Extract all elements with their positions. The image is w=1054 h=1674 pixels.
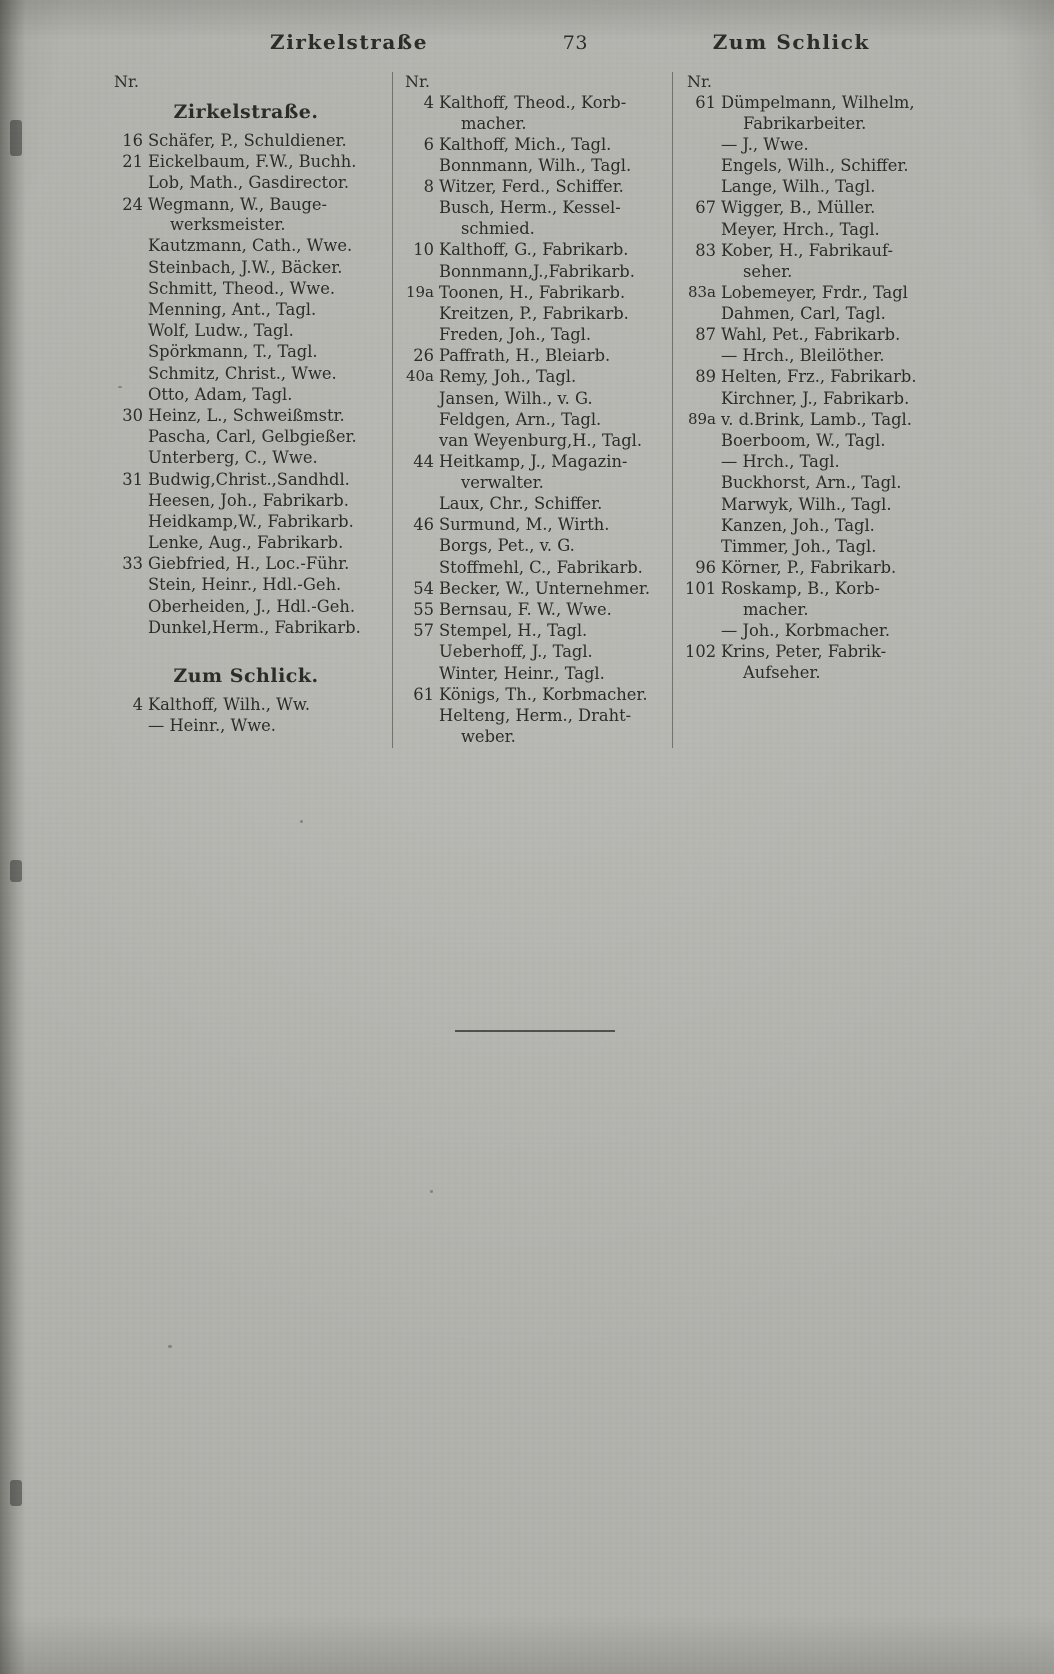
list-item bbox=[685, 135, 950, 156]
list-item bbox=[403, 304, 660, 325]
house-number: 19a bbox=[405, 282, 434, 301]
house-number bbox=[112, 364, 148, 385]
list-item bbox=[685, 367, 950, 388]
list-item bbox=[403, 558, 660, 579]
entry-text: Toonen, H., Fabrikarb. bbox=[439, 282, 626, 302]
entry-text: Wigger, B., Müller. bbox=[721, 198, 876, 218]
entry-text: Stempel, H., Tagl. bbox=[439, 621, 588, 641]
house-number: 4 bbox=[423, 93, 434, 112]
list-item bbox=[403, 706, 660, 747]
list-item bbox=[685, 516, 950, 537]
list-item bbox=[403, 325, 660, 346]
running-head-left: Zirkelstraße bbox=[270, 30, 429, 54]
running-head bbox=[110, 30, 950, 54]
list-item bbox=[685, 93, 950, 134]
nr-label-col1: Nr. bbox=[114, 72, 139, 91]
list-item bbox=[112, 597, 380, 618]
paper-speck bbox=[430, 1190, 433, 1193]
entry-text: Kautzmann, Cath., Wwe. bbox=[148, 236, 353, 256]
list-item bbox=[685, 177, 950, 198]
list-item bbox=[112, 279, 380, 300]
entry-text-continuation: macher. bbox=[461, 113, 527, 133]
list-item bbox=[112, 448, 380, 469]
list-item bbox=[685, 621, 950, 642]
entry-text: Laux, Chr., Schiffer. bbox=[439, 494, 603, 514]
list-item bbox=[403, 367, 660, 388]
entry-text: Menning, Ant., Tagl. bbox=[148, 300, 317, 319]
entry-text: Kreitzen, P., Fabrikarb. bbox=[439, 303, 629, 323]
list-item bbox=[112, 300, 380, 321]
section-title-zirkelstrasse: Zirkelstraße. bbox=[173, 101, 319, 123]
entry-text: Unterberg, C., Wwe. bbox=[148, 448, 318, 468]
entry-text: Pascha, Carl, Gelbgießer. bbox=[148, 427, 357, 447]
list-item bbox=[403, 494, 660, 515]
list-item bbox=[685, 579, 950, 620]
list-item bbox=[403, 642, 660, 663]
house-number: 102 bbox=[685, 642, 717, 662]
entry-text: Helten, Frz., Fabrikarb. bbox=[721, 367, 917, 387]
list-item bbox=[685, 220, 950, 241]
house-number: 33 bbox=[122, 554, 143, 574]
entry-text: Feldgen, Arn., Tagl. bbox=[439, 409, 602, 429]
entry-text bbox=[439, 198, 660, 239]
entry-text: Becker, W., Unternehmer. bbox=[439, 578, 650, 598]
list-item bbox=[685, 642, 950, 683]
list-item bbox=[112, 364, 380, 385]
entry-text: Wahl, Pet., Fabrikarb. bbox=[721, 325, 901, 345]
entry-text: Ueberhoff, J., Tagl. bbox=[439, 642, 593, 662]
entry-text: Schäfer, P., Schuldiener. bbox=[148, 131, 347, 150]
running-head-right: Zum Schlick bbox=[712, 30, 870, 54]
list-item bbox=[112, 470, 380, 491]
house-number bbox=[112, 342, 148, 363]
entry-text bbox=[439, 93, 660, 134]
house-number bbox=[403, 389, 439, 410]
house-number bbox=[403, 156, 439, 177]
list-item bbox=[685, 156, 950, 177]
paper-speck bbox=[168, 1345, 172, 1348]
house-number bbox=[685, 156, 721, 177]
page-number: 73 bbox=[562, 32, 588, 54]
entry-text: Witzer, Ferd., Schiffer. bbox=[439, 177, 624, 197]
list-item bbox=[403, 515, 660, 536]
house-number: 44 bbox=[413, 452, 434, 472]
house-number: 40a bbox=[405, 367, 434, 386]
nr-label-col2: Nr. bbox=[405, 72, 430, 91]
nr-label-col3: Nr. bbox=[687, 72, 712, 91]
section-title-zum-schlick: Zum Schlick. bbox=[173, 664, 319, 687]
list-item bbox=[112, 258, 380, 279]
house-number: 61 bbox=[695, 93, 716, 112]
house-number bbox=[685, 389, 721, 410]
list-item bbox=[403, 685, 660, 706]
list-item bbox=[112, 321, 380, 342]
entry-text bbox=[721, 642, 950, 683]
list-item bbox=[403, 240, 660, 261]
list-item bbox=[112, 491, 380, 512]
list-item bbox=[112, 427, 380, 448]
list-item bbox=[112, 533, 380, 554]
house-number: 96 bbox=[695, 558, 716, 578]
house-number bbox=[403, 304, 439, 325]
list-item bbox=[403, 621, 660, 642]
house-number bbox=[112, 385, 148, 406]
house-number bbox=[403, 494, 439, 515]
house-number bbox=[685, 452, 721, 473]
entry-text-continuation: Aufseher. bbox=[743, 663, 821, 683]
entry-text: Paffrath, H., Bleiarb. bbox=[439, 346, 611, 366]
entry-text: Marwyk, Wilh., Tagl. bbox=[721, 494, 892, 514]
entry-text-line: Roskamp, B., Korb- bbox=[721, 579, 880, 599]
entry-text: Surmund, M., Wirth. bbox=[439, 515, 610, 535]
entry-text: Kanzen, Joh., Tagl. bbox=[721, 515, 875, 535]
house-number bbox=[403, 410, 439, 431]
entry-text-continuation: verwalter. bbox=[461, 472, 544, 492]
list-item bbox=[112, 554, 380, 575]
entry-text: Stein, Heinr., Hdl.-Geh. bbox=[148, 575, 342, 595]
list-item bbox=[685, 325, 950, 346]
list-item bbox=[112, 195, 380, 236]
house-number: 6 bbox=[423, 134, 434, 154]
house-number bbox=[403, 664, 439, 685]
entry-text: — J., Wwe. bbox=[721, 134, 809, 154]
entry-text: Schmitt, Theod., Wwe. bbox=[148, 278, 336, 298]
entry-text bbox=[721, 241, 950, 282]
house-number bbox=[403, 642, 439, 663]
entry-text: Körner, P., Fabrikarb. bbox=[721, 558, 897, 578]
house-number bbox=[685, 346, 721, 367]
house-number bbox=[112, 533, 148, 554]
list-item bbox=[685, 558, 950, 579]
entry-text: Freden, Joh., Tagl. bbox=[439, 325, 592, 345]
list-item bbox=[112, 342, 380, 363]
list-item bbox=[112, 695, 380, 716]
house-number bbox=[112, 448, 148, 469]
list-item bbox=[112, 406, 380, 427]
list-item bbox=[403, 410, 660, 431]
house-number: 61 bbox=[413, 684, 434, 704]
house-number: 10 bbox=[413, 240, 434, 260]
house-number: 55 bbox=[413, 600, 434, 619]
list-item bbox=[685, 304, 950, 325]
entry-text-line: Dümpelmann, Wilhelm, bbox=[721, 93, 915, 112]
house-number bbox=[403, 198, 439, 239]
house-number: 67 bbox=[695, 198, 716, 218]
list-item bbox=[685, 431, 950, 452]
house-number: 30 bbox=[122, 405, 143, 425]
entry-text: Lenke, Aug., Fabrikarb. bbox=[148, 533, 344, 553]
entry-text: Remy, Joh., Tagl. bbox=[439, 367, 577, 387]
list-item bbox=[112, 575, 380, 596]
column-3 bbox=[672, 72, 950, 748]
house-number: 21 bbox=[122, 152, 143, 172]
paper-speck bbox=[118, 386, 122, 388]
entry-text: Boerboom, W., Tagl. bbox=[721, 431, 886, 450]
entry-text: Wolf, Ludw., Tagl. bbox=[148, 321, 294, 341]
house-number bbox=[685, 516, 721, 537]
entry-text: Lob, Math., Gasdirector. bbox=[148, 173, 350, 193]
house-number: 54 bbox=[413, 578, 434, 598]
list-item bbox=[403, 389, 660, 410]
house-number bbox=[685, 431, 721, 452]
house-number bbox=[403, 325, 439, 346]
house-number bbox=[403, 536, 439, 557]
horizontal-rule bbox=[455, 1030, 615, 1032]
entry-text: — Heinr., Wwe. bbox=[148, 715, 276, 735]
house-number bbox=[112, 716, 148, 737]
house-number bbox=[112, 618, 148, 639]
entry-text-continuation: werksmeister. bbox=[170, 215, 286, 235]
house-number: 24 bbox=[122, 194, 143, 214]
house-number bbox=[403, 706, 439, 747]
entry-text-line: Busch, Herm., Kessel- bbox=[439, 198, 621, 218]
list-item bbox=[112, 236, 380, 257]
house-number: 4 bbox=[132, 694, 143, 714]
entry-text: — Hrch., Bleilöther. bbox=[721, 346, 885, 366]
entry-text: Kirchner, J., Fabrikarb. bbox=[721, 388, 910, 408]
entry-text: Königs, Th., Korbmacher. bbox=[439, 684, 648, 704]
entry-text: Kalthoff, Mich., Tagl. bbox=[439, 134, 612, 154]
entry-text: Bonnmann, Wilh., Tagl. bbox=[439, 156, 632, 176]
list-item bbox=[112, 131, 380, 152]
house-number bbox=[112, 236, 148, 257]
entry-text-line: Helteng, Herm., Draht- bbox=[439, 705, 632, 725]
list-item bbox=[112, 618, 380, 639]
entry-text: Borgs, Pet., v. G. bbox=[439, 536, 575, 556]
entry-text-line: Kober, H., Fabrikauf- bbox=[721, 240, 893, 260]
house-number bbox=[112, 173, 148, 194]
entry-text: Buckhorst, Arn., Tagl. bbox=[721, 473, 902, 493]
house-number: 8 bbox=[423, 177, 434, 197]
house-number bbox=[112, 300, 148, 321]
house-number: 101 bbox=[685, 579, 717, 599]
list-item bbox=[403, 452, 660, 493]
entry-text: Oberheiden, J., Hdl.-Geh. bbox=[148, 596, 356, 616]
entry-text: Heesen, Joh., Fabrikarb. bbox=[148, 490, 349, 510]
list-item bbox=[403, 664, 660, 685]
entry-text bbox=[439, 452, 660, 493]
list-item bbox=[112, 152, 380, 173]
entry-text: Meyer, Hrch., Tagl. bbox=[721, 219, 880, 239]
list-item bbox=[112, 716, 380, 737]
entry-text: Steinbach, J.W., Bäcker. bbox=[148, 257, 343, 277]
entry-text bbox=[439, 706, 660, 747]
entry-text: Otto, Adam, Tagl. bbox=[148, 384, 293, 404]
list-item bbox=[685, 537, 950, 558]
house-number: 31 bbox=[122, 469, 143, 489]
house-number: 89 bbox=[695, 367, 716, 387]
paper-speck bbox=[300, 820, 303, 823]
house-number: 89a bbox=[687, 409, 716, 428]
house-number: 57 bbox=[413, 621, 434, 641]
entry-text-line: Heitkamp, J., Magazin- bbox=[439, 452, 628, 472]
entry-text: Lobemeyer, Frdr., Tagl bbox=[721, 282, 908, 302]
entry-text: Giebfried, H., Loc.-Führ. bbox=[148, 554, 350, 574]
house-number bbox=[403, 262, 439, 283]
house-number bbox=[112, 575, 148, 596]
entry-text: Spörkmann, T., Tagl. bbox=[148, 342, 318, 362]
entry-text: Kalthoff, Wilh., Ww. bbox=[148, 694, 311, 714]
entry-text: Bonnmann,J.,Fabrikarb. bbox=[439, 261, 635, 281]
list-item bbox=[403, 93, 660, 134]
house-number bbox=[112, 279, 148, 300]
entry-text: Schmitz, Christ., Wwe. bbox=[148, 363, 337, 383]
list-item bbox=[685, 283, 950, 304]
list-item bbox=[403, 431, 660, 452]
entry-text: Stoffmehl, C., Fabrikarb. bbox=[439, 557, 643, 577]
list-item bbox=[403, 156, 660, 177]
entry-text-line: Kalthoff, Theod., Korb- bbox=[439, 93, 627, 112]
house-number bbox=[112, 512, 148, 533]
house-number: 87 bbox=[695, 325, 716, 345]
house-number: 83a bbox=[687, 282, 716, 301]
house-number bbox=[112, 427, 148, 448]
entry-text-continuation: weber. bbox=[461, 726, 516, 746]
entry-list-col3 bbox=[685, 93, 950, 684]
house-number bbox=[403, 431, 439, 452]
entry-text: van Weyenburg,H., Tagl. bbox=[439, 431, 643, 450]
column-1 bbox=[112, 72, 392, 748]
house-number: 16 bbox=[122, 131, 143, 150]
list-item bbox=[685, 389, 950, 410]
list-item bbox=[403, 346, 660, 367]
entry-text-continuation: seher. bbox=[743, 261, 793, 281]
list-item bbox=[685, 346, 950, 367]
entry-text: Lange, Wilh., Tagl. bbox=[721, 177, 876, 197]
entry-text bbox=[721, 579, 950, 620]
entry-list-col1-zum-schlick bbox=[112, 695, 380, 737]
house-number bbox=[685, 177, 721, 198]
entry-text: Heidkamp,W., Fabrikarb. bbox=[148, 511, 354, 531]
house-number: 46 bbox=[413, 515, 434, 535]
list-item bbox=[685, 452, 950, 473]
list-item bbox=[403, 536, 660, 557]
entry-text-line: Krins, Peter, Fabrik- bbox=[721, 642, 887, 662]
list-item bbox=[685, 241, 950, 282]
house-number bbox=[685, 621, 721, 642]
entry-list-col2 bbox=[403, 93, 660, 747]
entry-list-col1-zirkelstrasse bbox=[112, 131, 380, 639]
list-item bbox=[112, 512, 380, 533]
house-number bbox=[685, 220, 721, 241]
entry-text: Kalthoff, G., Fabrikarb. bbox=[439, 240, 629, 260]
entry-text-line: Wegmann, W., Bauge- bbox=[148, 194, 328, 214]
entry-text bbox=[148, 195, 380, 236]
entry-text: Winter, Heinr., Tagl. bbox=[439, 663, 605, 683]
entry-text: Budwig,Christ.,Sandhdl. bbox=[148, 469, 350, 489]
entry-text: — Hrch., Tagl. bbox=[721, 452, 840, 472]
list-item bbox=[112, 173, 380, 194]
entry-text: Dahmen, Carl, Tagl. bbox=[721, 303, 886, 323]
directory-columns bbox=[112, 72, 950, 748]
entry-text bbox=[721, 93, 950, 134]
entry-text: Timmer, Joh., Tagl. bbox=[721, 536, 877, 556]
house-number bbox=[685, 537, 721, 558]
entry-text: Heinz, L., Schweißmstr. bbox=[148, 405, 345, 425]
entry-text-continuation: macher. bbox=[743, 600, 809, 619]
list-item bbox=[403, 135, 660, 156]
house-number bbox=[685, 304, 721, 325]
list-item bbox=[685, 495, 950, 516]
list-item bbox=[403, 198, 660, 239]
list-item bbox=[403, 262, 660, 283]
entry-text-continuation: Fabrikarbeiter. bbox=[743, 113, 867, 133]
entry-text: — Joh., Korbmacher. bbox=[721, 621, 891, 641]
entry-text-continuation: schmied. bbox=[461, 219, 535, 239]
entry-text: Dunkel,Herm., Fabrikarb. bbox=[148, 617, 361, 637]
house-number bbox=[685, 135, 721, 156]
list-item bbox=[403, 283, 660, 304]
entry-text: v. d.Brink, Lamb., Tagl. bbox=[721, 409, 912, 429]
house-number bbox=[685, 473, 721, 494]
house-number bbox=[112, 258, 148, 279]
column-2 bbox=[392, 72, 672, 748]
entry-text: Eickelbaum, F.W., Buchh. bbox=[148, 152, 357, 172]
house-number bbox=[685, 495, 721, 516]
entry-text: Bernsau, F. W., Wwe. bbox=[439, 600, 612, 619]
list-item bbox=[685, 410, 950, 431]
list-item bbox=[403, 177, 660, 198]
house-number: 83 bbox=[695, 240, 716, 260]
house-number bbox=[112, 321, 148, 342]
list-item bbox=[112, 385, 380, 406]
list-item bbox=[685, 473, 950, 494]
list-item bbox=[403, 600, 660, 621]
house-number bbox=[112, 597, 148, 618]
house-number: 26 bbox=[413, 346, 434, 366]
list-item bbox=[685, 198, 950, 219]
list-item bbox=[403, 579, 660, 600]
entry-text: Engels, Wilh., Schiffer. bbox=[721, 156, 909, 176]
house-number bbox=[403, 558, 439, 579]
entry-text: Jansen, Wilh., v. G. bbox=[439, 388, 593, 408]
house-number bbox=[112, 491, 148, 512]
